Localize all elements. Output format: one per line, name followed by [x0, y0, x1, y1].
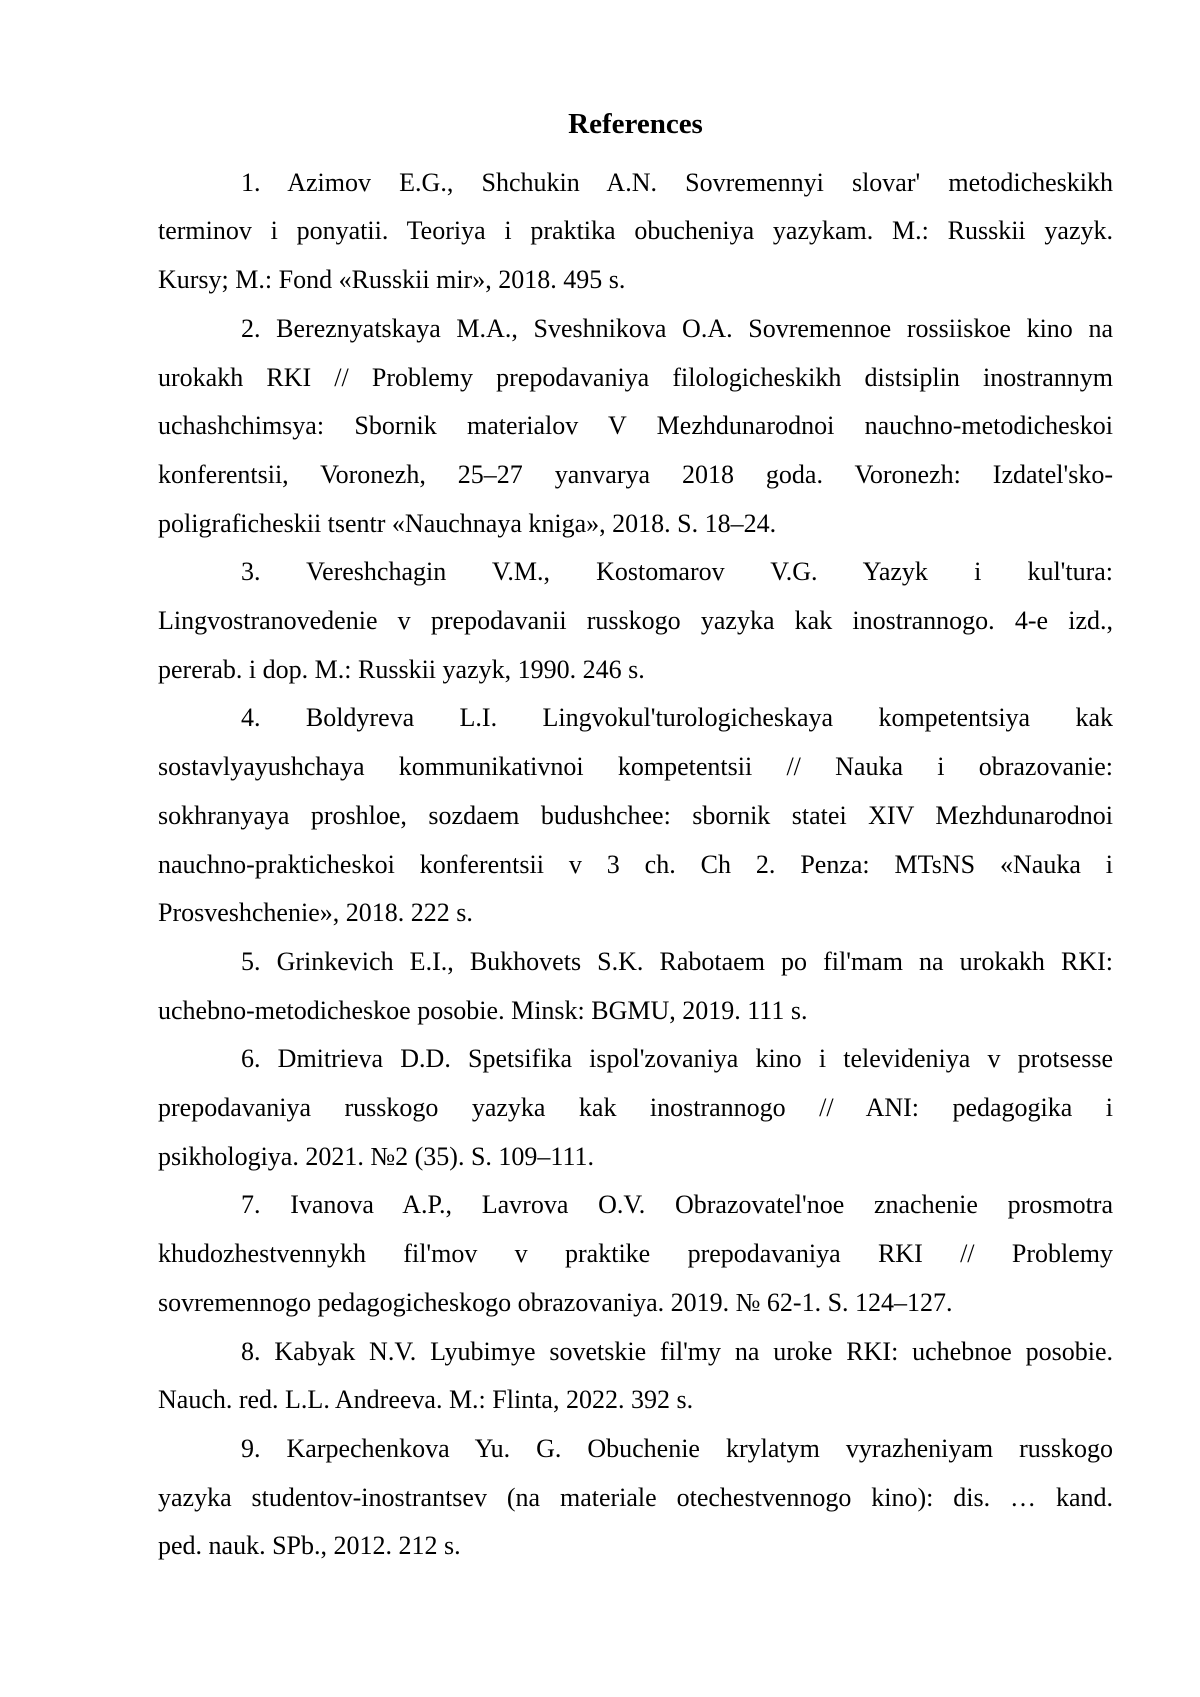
- reference-entry: [158, 159, 1113, 305]
- reference-entry: [158, 938, 1113, 1035]
- reference-line: nauchno-prakticheskoi konferentsii v 3 ch. Ch 2. Penza: MTsNS «Nauka i: [158, 849, 1113, 879]
- reference-line: Lingvostranovedenie v prepodavanii russkogo yazyka kak inostrannogo. 4-e izd.,: [158, 606, 1113, 636]
- reference-line: 9. Karpechenkova Yu. G. Obuchenie krylatym vyrazheniyam russkogo: [241, 1433, 1113, 1463]
- reference-line: 3. Vereshchagin V.M., Kostomarov V.G. Yazyk i kul'tura:: [241, 557, 1113, 587]
- reference-line: poligraficheskii tsentr «Nauchnaya kniga», 2018. S. 18–24.: [158, 508, 777, 538]
- reference-line: ped. nauk. SPb., 2012. 212 s.: [158, 1531, 461, 1561]
- references-list: [158, 159, 1113, 1571]
- reference-line: uchebno-metodicheskoe posobie. Minsk: BGMU, 2019. 111 s.: [158, 995, 808, 1025]
- reference-line: 1. Azimov E.G., Shchukin A.N. Sovremennyi slovar' metodicheskikh: [241, 167, 1113, 197]
- reference-line: konferentsii, Voronezh, 25–27 yanvarya 2018 goda. Voronezh: Izdatel'sko-: [158, 459, 1113, 489]
- reference-line: urokakh RKI // Problemy prepodavaniya filologicheskikh distsiplin inostrannym: [158, 362, 1113, 392]
- reference-line: Prosveshchenie», 2018. 222 s.: [158, 898, 473, 928]
- reference-entry: [158, 1035, 1113, 1181]
- reference-line: 8. Kabyak N.V. Lyubimye sovetskie fil'my na uroke RKI: uchebnoe posobie.: [241, 1336, 1113, 1366]
- reference-line: yazyka studentov-inostrantsev (na materiale otechestvennogo kino): dis. … kand.: [158, 1482, 1113, 1512]
- reference-line: sostavlyayushchaya kommunikativnoi kompetentsii // Nauka i obrazovanie:: [158, 752, 1113, 782]
- reference-entry: [158, 1425, 1113, 1571]
- reference-line: 4. Boldyreva L.I. Lingvokul'turologicheskaya kompetentsiya kak: [241, 703, 1113, 733]
- reference-line: 5. Grinkevich E.I., Bukhovets S.K. Rabotaem po fil'mam na urokakh RKI:: [241, 946, 1113, 976]
- reference-line: sokhranyaya proshloe, sozdaem budushchee: sbornik statei XIV Mezhdunarodnoi: [158, 800, 1113, 830]
- reference-line: Kursy; M.: Fond «Russkii mir», 2018. 495 s.: [158, 265, 626, 295]
- reference-line: 2. Bereznyatskaya M.A., Sveshnikova O.A. Sovremennoe rossiiskoe kino na: [241, 313, 1113, 343]
- reference-line: 7. Ivanova A.P., Lavrova O.V. Obrazovatel'noe znachenie prosmotra: [241, 1190, 1113, 1220]
- references-title: References: [568, 108, 703, 140]
- reference-entry: [158, 694, 1113, 938]
- reference-line: khudozhestvennykh fil'mov v praktike prepodavaniya RKI // Problemy: [158, 1239, 1113, 1269]
- reference-entry: [158, 305, 1113, 549]
- reference-line: Nauch. red. L.L. Andreeva. M.: Flinta, 2022. 392 s.: [158, 1385, 694, 1415]
- reference-line: uchashchimsya: Sbornik materialov V Mezhdunarodnoi nauchno-metodicheskoi: [158, 411, 1113, 441]
- document-page: [158, 100, 1113, 1571]
- reference-line: psikhologiya. 2021. №2 (35). S. 109–111.: [158, 1141, 594, 1171]
- reference-line: pererab. i dop. M.: Russkii yazyk, 1990. 246 s.: [158, 654, 645, 684]
- reference-line: sovremennogo pedagogicheskogo obrazovaniya. 2019. № 62-1. S. 124–127.: [158, 1287, 953, 1317]
- reference-line: 6. Dmitrieva D.D. Spetsifika ispol'zovaniya kino i televideniya v protsesse: [241, 1044, 1113, 1074]
- reference-line: prepodavaniya russkogo yazyka kak inostrannogo // ANI: pedagogika i: [158, 1093, 1113, 1123]
- reference-entry: [158, 1328, 1113, 1425]
- reference-entry: [158, 1181, 1113, 1327]
- reference-entry: [158, 548, 1113, 694]
- reference-line: terminov i ponyatii. Teoriya i praktika obucheniya yazykam. M.: Russkii yazyk.: [158, 216, 1113, 246]
